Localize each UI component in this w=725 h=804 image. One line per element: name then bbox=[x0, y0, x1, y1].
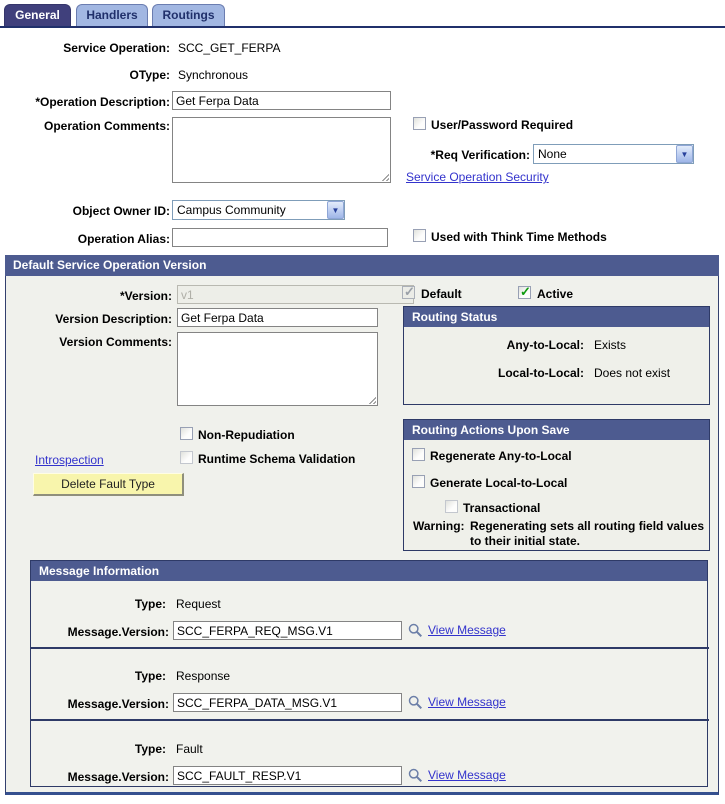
row-divider bbox=[31, 647, 709, 649]
warning-text: Regenerating sets all routing field values to their initial state. bbox=[470, 519, 705, 548]
object-owner-value: Campus Community bbox=[177, 203, 286, 217]
active-label: Active bbox=[537, 287, 574, 301]
operation-comments-textarea[interactable] bbox=[172, 117, 391, 183]
routing-actions-header: Routing Actions Upon Save bbox=[404, 420, 709, 440]
generate-local-to-local-checkbox[interactable] bbox=[412, 475, 425, 488]
tab-routings[interactable]: Routings bbox=[152, 4, 225, 26]
view-message-link[interactable]: View Message bbox=[428, 623, 506, 637]
type-value: Fault bbox=[176, 742, 203, 756]
row-divider bbox=[31, 719, 709, 721]
service-operation-label: Service Operation: bbox=[63, 41, 170, 55]
version-input bbox=[177, 285, 414, 304]
transactional-label: Transactional bbox=[463, 501, 541, 515]
version-description-label: Version Description: bbox=[55, 312, 172, 326]
object-owner-select[interactable] bbox=[172, 200, 345, 220]
type-value: Request bbox=[176, 597, 221, 611]
tab-underline bbox=[0, 26, 725, 28]
otype-label: OType: bbox=[129, 68, 170, 82]
operation-description-label: *Operation Description: bbox=[35, 95, 170, 109]
message-version-input[interactable] bbox=[173, 693, 402, 712]
user-password-required-checkbox[interactable] bbox=[413, 117, 426, 130]
message-information-header: Message Information bbox=[31, 561, 707, 581]
view-message-link[interactable]: View Message bbox=[428, 768, 506, 782]
otype-value: Synchronous bbox=[178, 68, 249, 82]
version-description-input[interactable] bbox=[177, 308, 378, 327]
runtime-schema-validation-label: Runtime Schema Validation bbox=[198, 452, 356, 466]
tab-general[interactable]: General bbox=[4, 4, 71, 26]
type-label: Type: bbox=[134, 669, 166, 683]
lookup-icon[interactable] bbox=[408, 623, 423, 638]
routing-status-box bbox=[403, 306, 710, 405]
req-verification-value: None bbox=[538, 147, 567, 161]
default-checkbox bbox=[402, 286, 415, 299]
non-repudiation-label: Non-Repudiation bbox=[198, 428, 295, 442]
generate-local-to-local-label: Generate Local-to-Local bbox=[430, 476, 568, 490]
message-version-label: Message.Version: bbox=[67, 625, 169, 639]
message-version-label: Message.Version: bbox=[67, 770, 169, 784]
routing-status-header: Routing Status bbox=[404, 307, 709, 327]
transactional-checkbox[interactable] bbox=[445, 500, 458, 513]
version-comments-label: Version Comments: bbox=[59, 335, 172, 349]
req-verification-select[interactable] bbox=[533, 144, 694, 164]
routing-actions-box bbox=[403, 419, 710, 551]
version-comments-textarea[interactable] bbox=[177, 332, 378, 406]
regenerate-any-to-local-checkbox[interactable] bbox=[412, 448, 425, 461]
local-to-local-label: Local-to-Local: bbox=[498, 366, 584, 380]
think-time-checkbox[interactable] bbox=[413, 229, 426, 242]
object-owner-label: Object Owner ID: bbox=[72, 204, 170, 218]
warning-label: Warning: bbox=[413, 519, 465, 533]
user-password-required-label: User/Password Required bbox=[431, 118, 574, 132]
active-checkbox[interactable] bbox=[518, 286, 531, 299]
any-to-local-value: Exists bbox=[594, 338, 627, 352]
local-to-local-value: Does not exist bbox=[594, 366, 671, 380]
chevron-down-icon: ▼ bbox=[327, 201, 344, 219]
non-repudiation-checkbox[interactable] bbox=[180, 427, 193, 440]
service-operation-security-link[interactable]: Service Operation Security bbox=[406, 170, 549, 184]
regenerate-any-to-local-label: Regenerate Any-to-Local bbox=[430, 449, 572, 463]
view-message-link[interactable]: View Message bbox=[428, 695, 506, 709]
version-label: *Version: bbox=[119, 289, 172, 303]
operation-description-input[interactable] bbox=[172, 91, 391, 110]
delete-fault-type-button[interactable]: Delete Fault Type bbox=[33, 473, 184, 496]
runtime-schema-validation-checkbox[interactable] bbox=[180, 451, 193, 464]
message-version-label: Message.Version: bbox=[67, 697, 169, 711]
type-label: Type: bbox=[134, 742, 166, 756]
message-version-input[interactable] bbox=[173, 621, 402, 640]
tab-handlers[interactable]: Handlers bbox=[76, 4, 148, 26]
message-information-box bbox=[30, 560, 708, 787]
service-operation-value: SCC_GET_FERPA bbox=[178, 41, 281, 55]
default-service-operation-version-header: Default Service Operation Version bbox=[5, 255, 719, 276]
chevron-down-icon: ▼ bbox=[676, 145, 693, 163]
introspection-link[interactable]: Introspection bbox=[35, 453, 104, 467]
type-value: Response bbox=[176, 669, 231, 683]
operation-alias-label: Operation Alias: bbox=[77, 232, 170, 246]
lookup-icon[interactable] bbox=[408, 768, 423, 783]
type-label: Type: bbox=[134, 597, 166, 611]
operation-comments-label: Operation Comments: bbox=[43, 119, 170, 133]
message-version-input[interactable] bbox=[173, 766, 402, 785]
operation-alias-input[interactable] bbox=[172, 228, 388, 247]
lookup-icon[interactable] bbox=[408, 695, 423, 710]
think-time-label: Used with Think Time Methods bbox=[431, 230, 607, 244]
any-to-local-label: Any-to-Local: bbox=[506, 338, 584, 352]
default-label: Default bbox=[421, 287, 462, 301]
req-verification-label: *Req Verification: bbox=[430, 148, 530, 162]
